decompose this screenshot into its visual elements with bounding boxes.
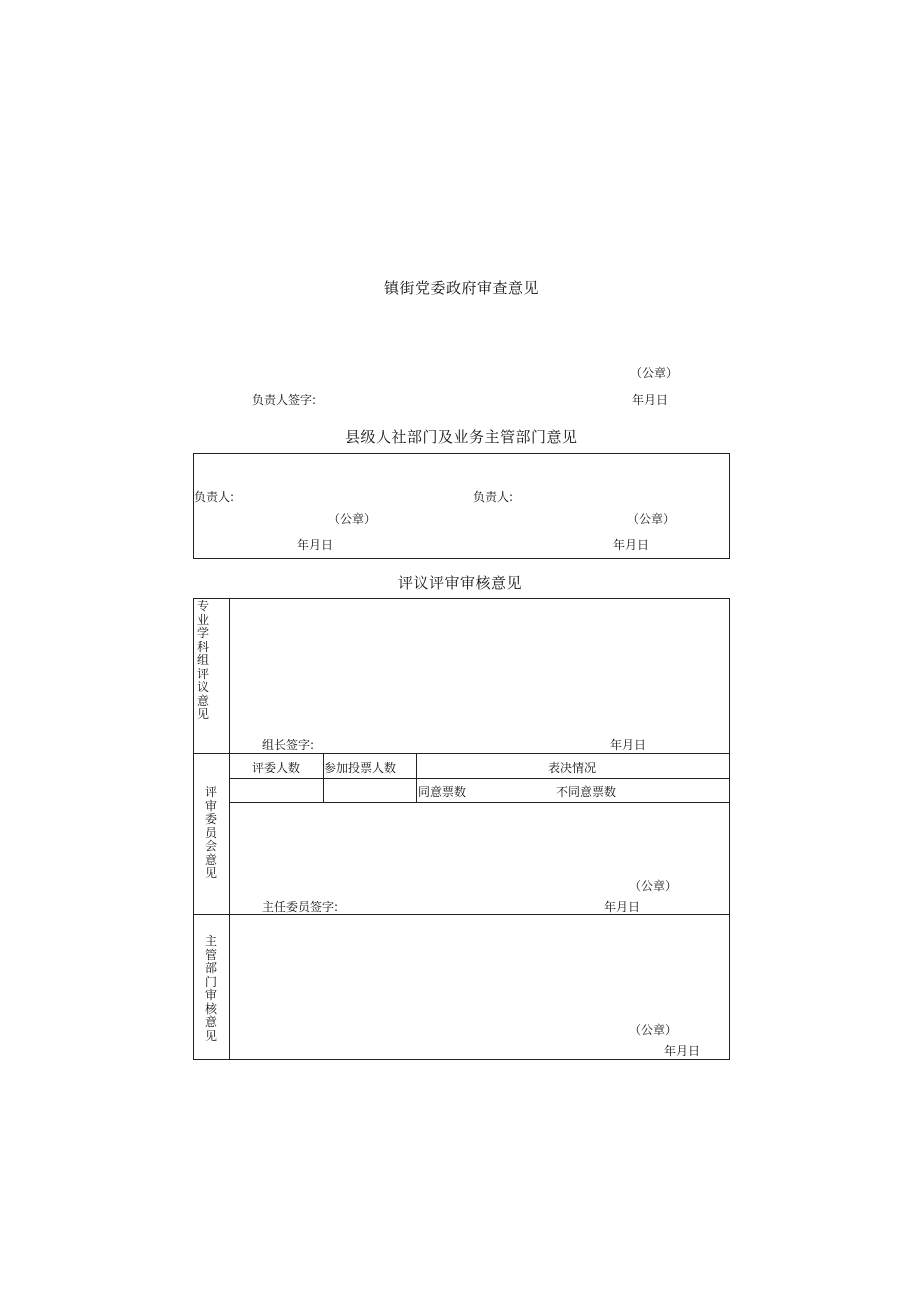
group-side-label: 专业学科组评议意见 [196, 599, 209, 721]
committee-agree-votes: 同意票数 [418, 785, 467, 799]
group-date: 年月日 [610, 738, 647, 752]
committee-result-header: 表决情况 [548, 761, 597, 775]
section1-title: 镇街党委政府审查意见 [384, 279, 540, 297]
authority-date: 年月日 [664, 1044, 701, 1058]
section2-title: 县级人社部门及业务主管部门意见 [345, 428, 578, 446]
committee-date: 年月日 [604, 900, 641, 914]
section2-right-date: 年月日 [613, 538, 650, 552]
section1-date: 年月日 [632, 393, 669, 407]
section2-right-signer-label: 负责人: [473, 490, 514, 504]
review-table-row-divider-1 [193, 753, 730, 754]
authority-seal: （公章） [629, 1023, 678, 1037]
section1-signer-label: 负责人签字: [252, 393, 317, 407]
section2-right-seal: （公章） [627, 512, 676, 526]
committee-disagree-votes: 不同意票数 [556, 785, 617, 799]
review-table [193, 598, 730, 1060]
section1-seal: （公章） [630, 366, 679, 380]
group-signer-label: 组长签字: [262, 738, 315, 752]
committee-judges-header: 评委人数 [252, 761, 301, 775]
committee-col-divider-2 [416, 753, 417, 802]
committee-header-divider [229, 778, 730, 779]
committee-votes-divider [229, 802, 730, 803]
committee-voters-header: 参加投票人数 [324, 761, 397, 775]
authority-side-label: 主管部门审核意见 [204, 934, 217, 1043]
committee-seal: （公章） [629, 879, 678, 893]
section2-left-signer-label: 负责人: [194, 490, 235, 504]
section2-left-seal: （公章） [328, 512, 377, 526]
section3-title: 评议评审审核意见 [398, 574, 523, 592]
review-table-side-divider [229, 598, 230, 1060]
section2-opinion-box [193, 453, 730, 559]
section2-left-date: 年月日 [297, 538, 334, 552]
committee-side-label: 评审委员会意见 [204, 785, 217, 880]
committee-signer-label: 主任委员签字: [262, 900, 339, 914]
